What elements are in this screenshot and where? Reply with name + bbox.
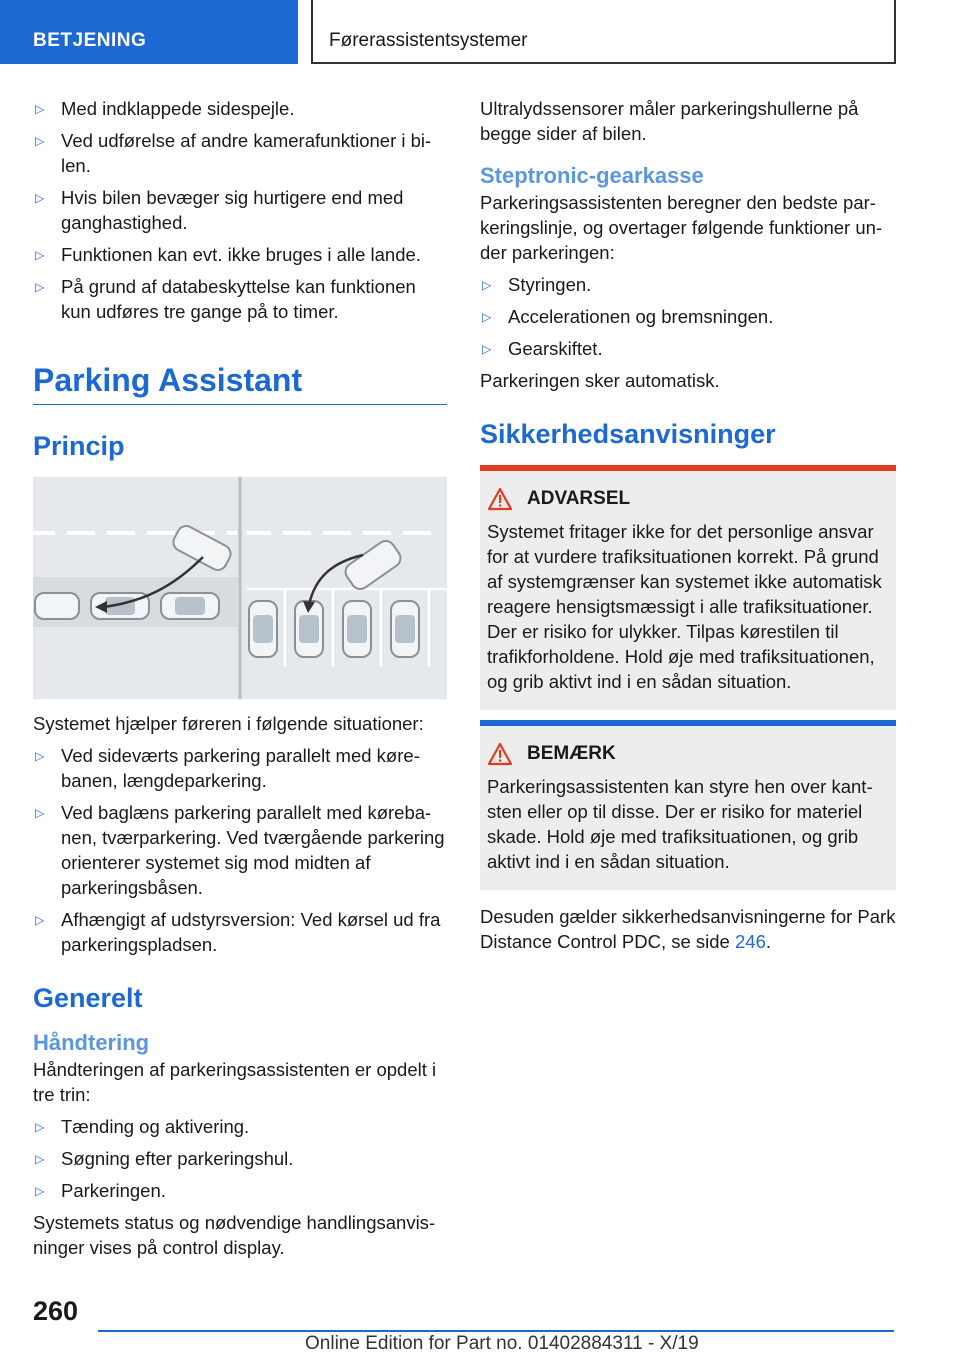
triangle-bullet-icon: ▷	[35, 749, 45, 763]
list-item: ▷ Gearskiftet.	[480, 336, 896, 361]
steps-list	[33, 1114, 447, 1203]
triangle-bullet-icon: ▷	[35, 134, 45, 148]
auto-text: Parkeringen sker automatisk.	[480, 370, 720, 391]
warning-box	[480, 465, 896, 710]
triangle-bullet-icon: ▷	[35, 1152, 45, 1166]
functions-list	[480, 272, 896, 361]
note-header	[487, 742, 888, 766]
list-item: ▷ Hvis bilen bevæger sig hurtigere end med ganghastighed.	[35, 187, 404, 233]
list-item: ▷ Funktionen kan evt. ikke bruges i alle lande.	[33, 242, 447, 267]
intro-bullet-list	[33, 96, 447, 324]
list-item: ▷ Ved baglæns parkering parallelt med kørebanen, tværparkering. Ved tværgående parkering orienterer systemet sig mod midten af parkeringsbåsen.	[35, 802, 445, 898]
list-item: ▷ Afhængigt af udstyrsversion: Ved kørsel ud fra parkeringspladsen.	[35, 909, 441, 955]
list-item: ▷ Ved udførelse af andre kamerafunktioner i bilen.	[35, 130, 432, 176]
caution-triangle-icon	[487, 742, 513, 766]
page-number: 260	[33, 1296, 79, 1326]
note-label: BEMÆRK	[527, 743, 616, 764]
triangle-bullet-icon: ▷	[35, 806, 45, 820]
triangle-bullet-icon: ▷	[35, 1184, 45, 1198]
chapter-title: Førerassistentsystemer	[311, 0, 896, 64]
steptronic-text: Parkeringsassistenten beregner den bedste parkeringslinje, og overtager følgende funktioner under parkeringen:	[480, 192, 883, 263]
triangle-bullet-icon: ▷	[35, 913, 45, 927]
general-heading: Generelt	[33, 983, 143, 1013]
steptronic-heading: Steptronic-gearkasse	[480, 163, 704, 188]
warning-triangle-icon	[487, 487, 513, 511]
parking-diagram	[33, 477, 447, 699]
triangle-bullet-icon: ▷	[35, 280, 45, 294]
list-item: ▷ Tænding og aktivering.	[33, 1114, 447, 1139]
left-column	[33, 96, 447, 1260]
edition-text: Online Edition for Part no. 01402884311 - X/19	[305, 1333, 699, 1354]
situations-intro: Systemet hjælper føreren i følgende situationer:	[33, 713, 424, 734]
handling-heading: Håndtering	[33, 1030, 150, 1055]
triangle-bullet-icon: ▷	[482, 342, 492, 356]
right-column	[480, 96, 896, 954]
list-item: ▷ Parkeringen.	[33, 1178, 447, 1203]
triangle-bullet-icon: ▷	[35, 191, 45, 205]
triangle-bullet-icon: ▷	[35, 102, 45, 116]
handling-text: Håndteringen af parkeringsassistenten er opdelt i tre trin:	[33, 1059, 437, 1105]
list-item: ▷ Styringen.	[480, 272, 896, 297]
list-item: ▷ Accelerationen og bremsningen.	[480, 304, 896, 329]
warning-text: Systemet fritager ikke for det personlige ansvar for at vurdere trafiksituationen korrekt. På grund af systemgrænser kan systemet ikke automatisk reagere hensigtsmæssigt i alle trafiksituationer. Der er risiko for ulykker. Tilpas kørestilen til trafikforholdene. Hold øje med trafiksituationen, og grib aktivt ind i en sådan situation.	[487, 521, 882, 692]
triangle-bullet-icon: ▷	[35, 1120, 45, 1134]
pdc-text: Desuden gælder sikkerhedsanvisningerne for Park Distance Control PDC, se side 246.	[480, 906, 896, 952]
footer-divider	[98, 1330, 894, 1332]
situations-list	[33, 743, 447, 957]
list-item: ▷ Søgning efter parkeringshul.	[33, 1146, 447, 1171]
status-text: Systemets status og nødvendige handlingsanvisninger vises på control display.	[33, 1212, 436, 1258]
safety-heading: Sikkerhedsanvisninger	[480, 419, 776, 449]
warning-label: ADVARSEL	[527, 488, 631, 509]
list-item: ▷ Med indklappede sidespejle.	[33, 96, 447, 121]
triangle-bullet-icon: ▷	[482, 310, 492, 324]
note-text: Parkeringsassistenten kan styre hen over kantsten eller op til disse. Der er risiko for materiel skade. Hold øje med trafiksituationen, og grib aktivt ind i en sådan situation.	[487, 776, 873, 872]
triangle-bullet-icon: ▷	[35, 248, 45, 262]
list-item: ▷ Ved sideværts parkering parallelt med kørebanen, længdeparkering.	[35, 745, 420, 791]
page-link-246[interactable]: 246	[735, 931, 766, 952]
principle-heading: Princip	[33, 431, 125, 461]
triangle-bullet-icon: ▷	[482, 278, 492, 292]
parking-illustration	[33, 477, 447, 699]
warning-header	[487, 487, 888, 511]
page-title: Parking Assistant	[33, 360, 447, 405]
note-box	[480, 720, 896, 890]
section-tab: BETJENING	[0, 0, 298, 64]
list-item: ▷ På grund af databeskyttelse kan funktionen kun udføres tre gange på to timer.	[35, 276, 416, 322]
sensor-text: Ultralydssensorer måler parkeringshullerne på begge sider af bilen.	[480, 98, 859, 144]
